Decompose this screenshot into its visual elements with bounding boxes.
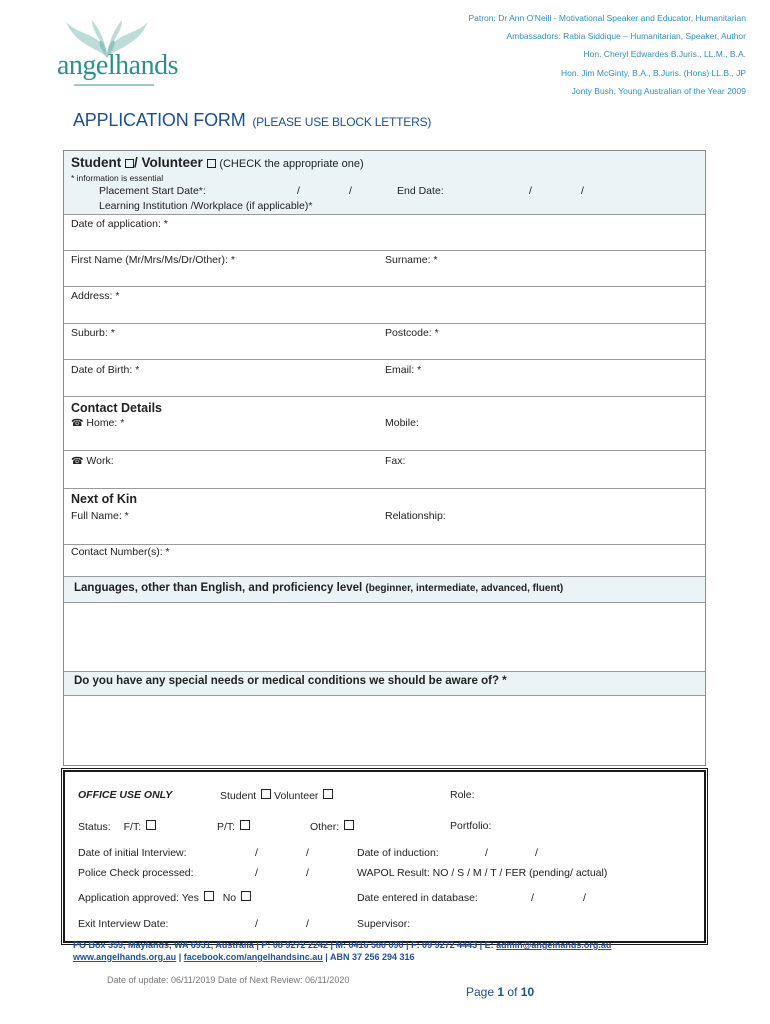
date-of-application-row[interactable] (64, 215, 705, 251)
ft-label: F/T: (123, 821, 142, 833)
ambassador-line: Hon. Jim McGinty, B.A., B.Juris. (Hons) LL.B., JP (561, 67, 746, 78)
portfolio-label: Portfolio: (450, 820, 492, 832)
volunteer-checkbox[interactable] (207, 159, 216, 168)
check-note: (CHECK the appropriate one) (219, 158, 364, 170)
footer-abn: | ABN 37 256 294 316 (322, 951, 415, 962)
first-name-label: First Name (Mr/Mrs/Ms/Dr/Other): * (71, 254, 235, 266)
date-slash: / (306, 847, 309, 859)
contact-home-row[interactable] (64, 397, 705, 451)
next-of-kin-row[interactable] (64, 489, 705, 545)
date-of-application-label: Date of application: * (71, 218, 168, 230)
form-title-main: APPLICATION FORM (73, 110, 246, 130)
work-row[interactable] (64, 451, 705, 489)
special-needs-answer-area[interactable] (64, 696, 705, 765)
initial-interview-label: Date of initial Interview: (78, 847, 187, 859)
work-phone-label: Work: (86, 455, 114, 467)
other-checkbox[interactable] (344, 820, 354, 830)
address-label: Address: * (71, 290, 120, 302)
ambassador-line: Hon. Cheryl Edwardes B.Juris., LL.M., B.A. (583, 49, 746, 60)
date-slash: / (306, 867, 309, 879)
date-slash: / (297, 185, 300, 197)
footer-facebook-link[interactable]: facebook.com/angelhandsinc.au (183, 951, 323, 962)
languages-heading-row (64, 577, 705, 603)
name-row[interactable] (64, 251, 705, 287)
home-phone-label: Home: * (86, 417, 125, 429)
phone-icon: ☎ (71, 456, 84, 467)
logo-tagline-bar (74, 84, 154, 86)
patron-line: Patron: Dr Ann O'Neill - Motivational Speaker and Educator, Humanitarian (468, 13, 746, 23)
date-slash: / (581, 185, 584, 197)
update-info: Date of update: 06/11/2019 Date of Next Review: 06/11/2020 (107, 975, 350, 985)
logo-wordmark: angelhands (57, 50, 178, 81)
footer-website-link[interactable]: www.angelhands.org.au (73, 951, 177, 962)
page-number (466, 985, 534, 999)
relationship-label: Relationship: (385, 510, 446, 522)
student-checkbox[interactable] (125, 159, 134, 168)
footer-separator: | (176, 951, 184, 962)
police-check-label: Police Check processed: (78, 867, 194, 879)
footer-contact (73, 940, 611, 963)
suburb-row[interactable] (64, 324, 705, 360)
student-label: Student (71, 155, 122, 170)
form-title (73, 110, 431, 131)
phone-icon: ☎ (71, 418, 84, 429)
contact-details-heading: Contact Details (71, 401, 162, 415)
approved-label: Application approved: Yes (78, 892, 199, 904)
approved-yes-checkbox[interactable] (204, 891, 214, 901)
full-name-label: Full Name: * (71, 510, 129, 522)
date-induction-label: Date of induction: (357, 847, 439, 859)
angelhands-logo (52, 16, 178, 86)
ft-checkbox[interactable] (146, 820, 156, 830)
role-label: Role: (450, 789, 475, 801)
learning-institution-label: Learning Institution /Workplace (if applicable)* (99, 200, 313, 212)
date-slash: / (535, 847, 538, 859)
footer-email-link[interactable]: admin@angelhands.org.au (496, 940, 612, 950)
office-student-checkbox[interactable] (261, 789, 271, 799)
fax-label: Fax: (385, 455, 406, 467)
date-slash: / (529, 185, 532, 197)
exit-interview-label: Exit Interview Date: (78, 918, 169, 930)
wapol-result-label: WAPOL Result: NO / S / M / T / FER (pending/ actual) (357, 867, 608, 879)
address-row[interactable] (64, 287, 705, 324)
date-slash: / (485, 847, 488, 859)
office-student-label: Student (220, 790, 257, 802)
patrons-list (468, 14, 746, 105)
pt-label: P/T: (217, 821, 236, 833)
page-total: 10 (520, 985, 535, 999)
application-form (63, 150, 706, 766)
date-slash: / (255, 867, 258, 879)
date-slash: / (306, 918, 309, 930)
end-date-label: End Date: (397, 185, 444, 197)
date-slash: / (349, 185, 352, 197)
postcode-label: Postcode: * (385, 327, 439, 339)
applicant-type-row (64, 151, 705, 215)
contact-numbers-label: Contact Number(s): * (71, 546, 170, 558)
date-slash: / (255, 847, 258, 859)
other-label: Other: (310, 821, 340, 833)
dob-row[interactable] (64, 360, 705, 397)
contact-numbers-row[interactable] (64, 545, 705, 577)
surname-label: Surname: * (385, 254, 438, 266)
special-needs-heading-row (64, 672, 705, 696)
office-volunteer-label: Volunteer (274, 790, 319, 802)
pt-checkbox[interactable] (240, 820, 250, 830)
mobile-label: Mobile: (385, 417, 419, 429)
approved-no-label: No (222, 892, 237, 904)
suburb-label: Suburb: * (71, 327, 115, 339)
languages-label: Languages, other than English, and proficiency level (74, 582, 363, 594)
email-label: Email: * (385, 364, 422, 376)
supervisor-label: Supervisor: (357, 918, 411, 930)
office-volunteer-checkbox[interactable] (323, 789, 333, 799)
ambassador-line: Ambassadors: Rabia Siddique – Humanitarian, Speaker, Author (506, 31, 746, 42)
form-title-note: (PLEASE USE BLOCK LETTERS) (252, 115, 432, 129)
approved-no-checkbox[interactable] (241, 891, 251, 901)
languages-levels: (beginner, intermediate, advanced, fluent) (365, 583, 564, 594)
date-slash: / (583, 892, 586, 904)
essential-note: * information is essential (71, 173, 164, 183)
languages-answer-area[interactable] (64, 603, 705, 672)
next-of-kin-heading: Next of Kin (71, 492, 137, 506)
dob-label: Date of Birth: * (71, 364, 140, 376)
date-slash: / (531, 892, 534, 904)
date-entered-label: Date entered in database: (357, 892, 478, 904)
date-slash: / (255, 918, 258, 930)
placement-start-label: Placement Start Date*: (99, 185, 206, 197)
page-current: 1 (497, 985, 505, 999)
volunteer-label: / Volunteer (134, 155, 203, 170)
page-label: Page (466, 985, 495, 999)
footer-address: PO Box 359, Maylands, WA 6931, Australia | P: 08 9272 2242 | M: 0416 580 090 | F: 09 9272 4443 | E: (73, 940, 497, 950)
office-use-panel (63, 770, 706, 943)
office-use-title: OFFICE USE ONLY (78, 789, 173, 801)
status-label: Status: (78, 821, 111, 833)
page-of: of (507, 985, 518, 999)
special-needs-label: Do you have any special needs or medical conditions we should be aware of? * (74, 675, 507, 687)
ambassador-line: Jonty Bush, Young Australian of the Year 2009 (571, 85, 746, 96)
